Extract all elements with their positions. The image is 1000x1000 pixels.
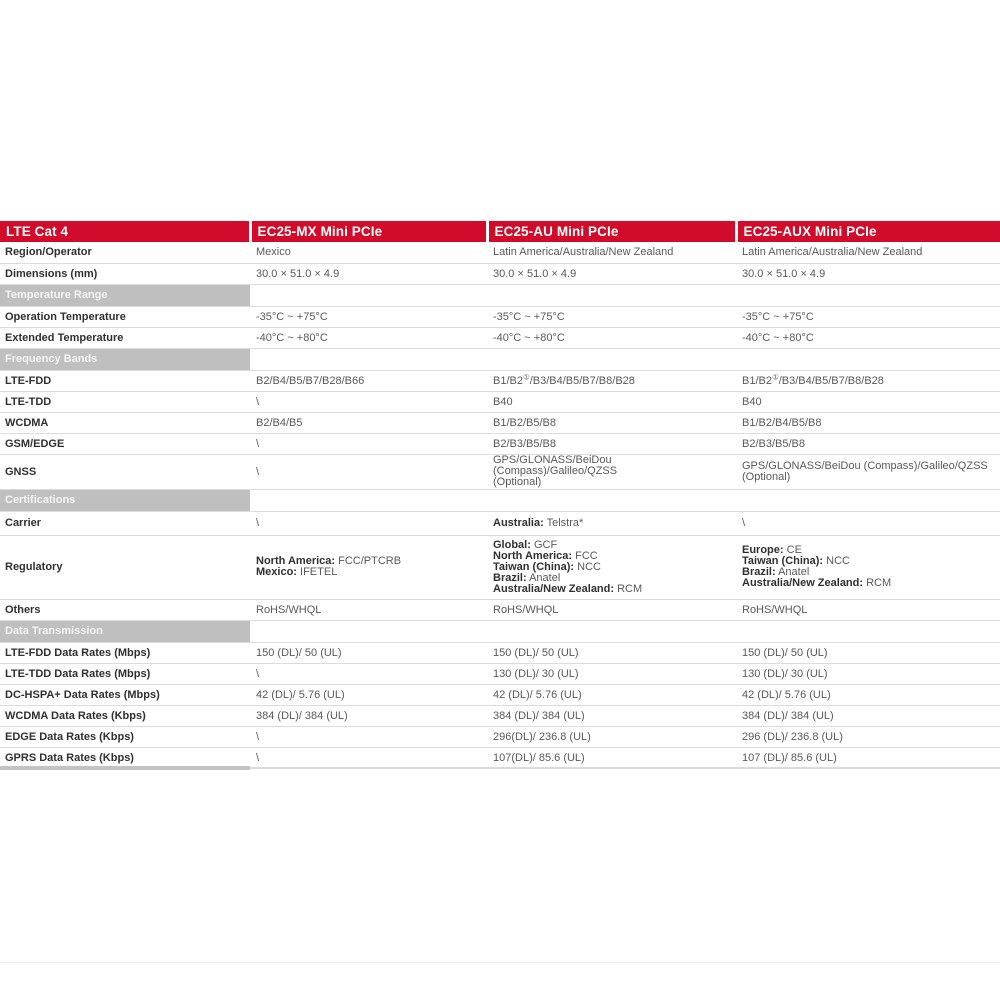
- cert-region: Global:: [493, 538, 531, 551]
- value-au: [487, 535, 736, 599]
- value-aux: B1/B2/B4/B5/B8: [736, 412, 1000, 433]
- value-au: 130 (DL)/ 30 (UL): [487, 663, 736, 684]
- row-region-operator: [0, 242, 1000, 263]
- value-au: [487, 454, 736, 489]
- cert-value: Telstra*: [543, 517, 584, 529]
- cert-value: Anatel: [775, 566, 810, 578]
- gnss-systems: GPS/GLONASS/BeiDou (Compass)/Galileo/QZSS: [493, 454, 618, 477]
- value-au: B1/B2/B5/B8: [487, 412, 736, 433]
- row-label: EDGE Data Rates (Kbps): [0, 726, 250, 747]
- section-certifications: [0, 489, 1000, 511]
- value-mx: \: [250, 433, 487, 454]
- value-aux: [736, 370, 1000, 391]
- section-spacer: [487, 620, 736, 642]
- page-divider-line: [0, 962, 1000, 963]
- value-au: 150 (DL)/ 50 (UL): [487, 642, 736, 663]
- row-lte-fdd-data-rates: [0, 642, 1000, 663]
- header-model-au: EC25-AU Mini PCIe: [487, 221, 736, 242]
- value-mx: -35°C ~ +75°C: [250, 306, 487, 327]
- value-aux: -35°C ~ +75°C: [736, 306, 1000, 327]
- section-spacer: [487, 489, 736, 511]
- value-aux: B2/B3/B5/B8: [736, 433, 1000, 454]
- header-row: [0, 221, 1000, 242]
- cert-region: Brazil:: [742, 566, 776, 578]
- value-mx: 150 (DL)/ 50 (UL): [250, 642, 487, 663]
- value-mx: B2/B4/B5/B7/B28/B66: [250, 370, 487, 391]
- row-gnss: [0, 454, 1000, 489]
- row-label: Operation Temperature: [0, 306, 250, 327]
- footnote-marker: ①: [771, 371, 779, 381]
- cert-value: RCM: [614, 582, 643, 595]
- row-wcdma-data-rates: [0, 705, 1000, 726]
- value-au: [487, 511, 736, 535]
- table-header: [0, 221, 1000, 242]
- section-spacer: [250, 284, 487, 306]
- value-aux: 384 (DL)/ 384 (UL): [736, 705, 1000, 726]
- row-label: LTE-TDD: [0, 391, 250, 412]
- row-label: WCDMA Data Rates (Kbps): [0, 705, 250, 726]
- row-label: Others: [0, 599, 250, 620]
- row-label: GSM/EDGE: [0, 433, 250, 454]
- value-au: 107(DL)/ 85.6 (UL): [487, 747, 736, 768]
- value-au: 30.0 × 51.0 × 4.9: [487, 263, 736, 284]
- section-title: Data Transmission: [0, 620, 250, 642]
- row-regulatory: [0, 535, 1000, 599]
- cert-value: NCC: [823, 555, 850, 567]
- section-data-transmission: [0, 620, 1000, 642]
- row-label: Extended Temperature: [0, 327, 250, 348]
- value-aux: Latin America/Australia/New Zealand: [736, 242, 1000, 263]
- row-label: GPRS Data Rates (Kbps): [0, 747, 250, 768]
- value-mx: Mexico: [250, 242, 487, 263]
- cert-value: FCC/PTCRB: [335, 555, 402, 567]
- value-aux: RoHS/WHQL: [736, 599, 1000, 620]
- value-mx: \: [250, 726, 487, 747]
- row-label: Dimensions (mm): [0, 263, 250, 284]
- cert-region: Mexico:: [256, 566, 297, 578]
- table-bottom-border-left: [0, 766, 250, 770]
- cert-region: North America:: [256, 555, 336, 567]
- row-label: DC-HSPA+ Data Rates (Mbps): [0, 684, 250, 705]
- value-mx: 384 (DL)/ 384 (UL): [250, 705, 487, 726]
- row-lte-tdd-data-rates: [0, 663, 1000, 684]
- row-label: Region/Operator: [0, 242, 250, 263]
- value-mx: -40°C ~ +80°C: [250, 327, 487, 348]
- row-edge-data-rates: [0, 726, 1000, 747]
- row-label: GNSS: [0, 454, 250, 489]
- section-spacer: [487, 284, 736, 306]
- row-label: LTE-TDD Data Rates (Mbps): [0, 663, 250, 684]
- section-spacer: [250, 620, 487, 642]
- value-aux: 296 (DL)/ 236.8 (UL): [736, 726, 1000, 747]
- cert-value: Anatel: [526, 571, 561, 584]
- row-label: Regulatory: [0, 535, 250, 599]
- row-label: Carrier: [0, 511, 250, 535]
- row-label: WCDMA: [0, 412, 250, 433]
- bands-text: /B3/B4/B5/B7/B8/B28: [778, 374, 884, 387]
- gnss-systems: GPS/GLONASS/BeiDou (Compass)/Galileo/QZSS: [742, 459, 988, 472]
- row-others: [0, 599, 1000, 620]
- value-mx: \: [250, 454, 487, 489]
- cert-value: CE: [783, 544, 802, 556]
- value-aux: 42 (DL)/ 5.76 (UL): [736, 684, 1000, 705]
- value-au: Latin America/Australia/New Zealand: [487, 242, 736, 263]
- row-gsm-edge: [0, 433, 1000, 454]
- row-operation-temperature: [0, 306, 1000, 327]
- footnote-marker: ①: [522, 371, 530, 381]
- cert-value: FCC: [572, 549, 598, 562]
- row-lte-fdd: [0, 370, 1000, 391]
- regulatory-line: [256, 567, 481, 578]
- section-spacer: [250, 489, 487, 511]
- section-spacer: [736, 284, 1000, 306]
- value-au: 296(DL)/ 236.8 (UL): [487, 726, 736, 747]
- header-model-mx: EC25-MX Mini PCIe: [250, 221, 487, 242]
- value-aux: -40°C ~ +80°C: [736, 327, 1000, 348]
- cert-value: NCC: [574, 560, 601, 573]
- value-mx: \: [250, 663, 487, 684]
- value-mx: [250, 535, 487, 599]
- cert-region: Australia/New Zealand:: [493, 582, 615, 595]
- section-spacer: [736, 348, 1000, 370]
- cert-region: Brazil:: [493, 571, 527, 584]
- row-carrier: [0, 511, 1000, 535]
- value-au: -35°C ~ +75°C: [487, 306, 736, 327]
- value-au: 384 (DL)/ 384 (UL): [487, 705, 736, 726]
- bands-text: /B3/B4/B5/B7/B8/B28: [529, 374, 635, 387]
- value-au: RoHS/WHQL: [487, 599, 736, 620]
- section-frequency-bands: [0, 348, 1000, 370]
- value-aux: 130 (DL)/ 30 (UL): [736, 663, 1000, 684]
- value-mx: \: [250, 511, 487, 535]
- cert-value: IFETEL: [296, 566, 338, 578]
- section-spacer: [487, 348, 736, 370]
- cert-value: RCM: [863, 577, 892, 589]
- table-bottom-border-right: [250, 767, 1000, 768]
- value-aux: [736, 454, 1000, 489]
- regulatory-line: [493, 584, 730, 595]
- value-mx: \: [250, 747, 487, 768]
- cert-region: Taiwan (China):: [742, 555, 824, 567]
- value-mx: \: [250, 391, 487, 412]
- row-dc-hspa-data-rates: [0, 684, 1000, 705]
- value-aux: 30.0 × 51.0 × 4.9: [736, 263, 1000, 284]
- value-au: B40: [487, 391, 736, 412]
- value-aux: 107 (DL)/ 85.6 (UL): [736, 747, 1000, 768]
- gnss-optional: (Optional): [493, 476, 542, 488]
- section-spacer: [736, 489, 1000, 511]
- row-label: LTE-FDD Data Rates (Mbps): [0, 642, 250, 663]
- cert-region: North America:: [493, 549, 573, 562]
- cert-region: Australia/New Zealand:: [742, 577, 864, 589]
- row-dimensions: [0, 263, 1000, 284]
- value-mx: 42 (DL)/ 5.76 (UL): [250, 684, 487, 705]
- bands-text: B1/B2: [493, 374, 523, 387]
- section-spacer: [250, 348, 487, 370]
- bands-text: B1/B2: [742, 374, 772, 387]
- section-title: Frequency Bands: [0, 348, 250, 370]
- value-au: [487, 370, 736, 391]
- row-gprs-data-rates: [0, 747, 1000, 768]
- cert-region: Europe:: [742, 544, 784, 556]
- header-model-aux: EC25-AUX Mini PCIe: [736, 221, 1000, 242]
- spec-comparison-table: [0, 221, 1000, 769]
- regulatory-line: [742, 578, 994, 589]
- cert-region: Australia:: [493, 517, 544, 529]
- row-lte-tdd: [0, 391, 1000, 412]
- row-extended-temperature: [0, 327, 1000, 348]
- header-category: LTE Cat 4: [0, 221, 250, 242]
- section-spacer: [736, 620, 1000, 642]
- gnss-optional: (Optional): [742, 470, 791, 483]
- section-temperature-range: [0, 284, 1000, 306]
- value-aux: 150 (DL)/ 50 (UL): [736, 642, 1000, 663]
- row-wcdma: [0, 412, 1000, 433]
- value-mx: 30.0 × 51.0 × 4.9: [250, 263, 487, 284]
- section-title: Temperature Range: [0, 284, 250, 306]
- table-body: [0, 242, 1000, 768]
- value-mx: B2/B4/B5: [250, 412, 487, 433]
- value-au: 42 (DL)/ 5.76 (UL): [487, 684, 736, 705]
- section-title: Certifications: [0, 489, 250, 511]
- value-aux: B40: [736, 391, 1000, 412]
- cert-value: GCF: [530, 538, 558, 551]
- cert-region: Taiwan (China):: [493, 560, 575, 573]
- value-aux: [736, 535, 1000, 599]
- value-au: B2/B3/B5/B8: [487, 433, 736, 454]
- value-mx: RoHS/WHQL: [250, 599, 487, 620]
- value-aux: \: [736, 511, 1000, 535]
- row-label: LTE-FDD: [0, 370, 250, 391]
- value-au: -40°C ~ +80°C: [487, 327, 736, 348]
